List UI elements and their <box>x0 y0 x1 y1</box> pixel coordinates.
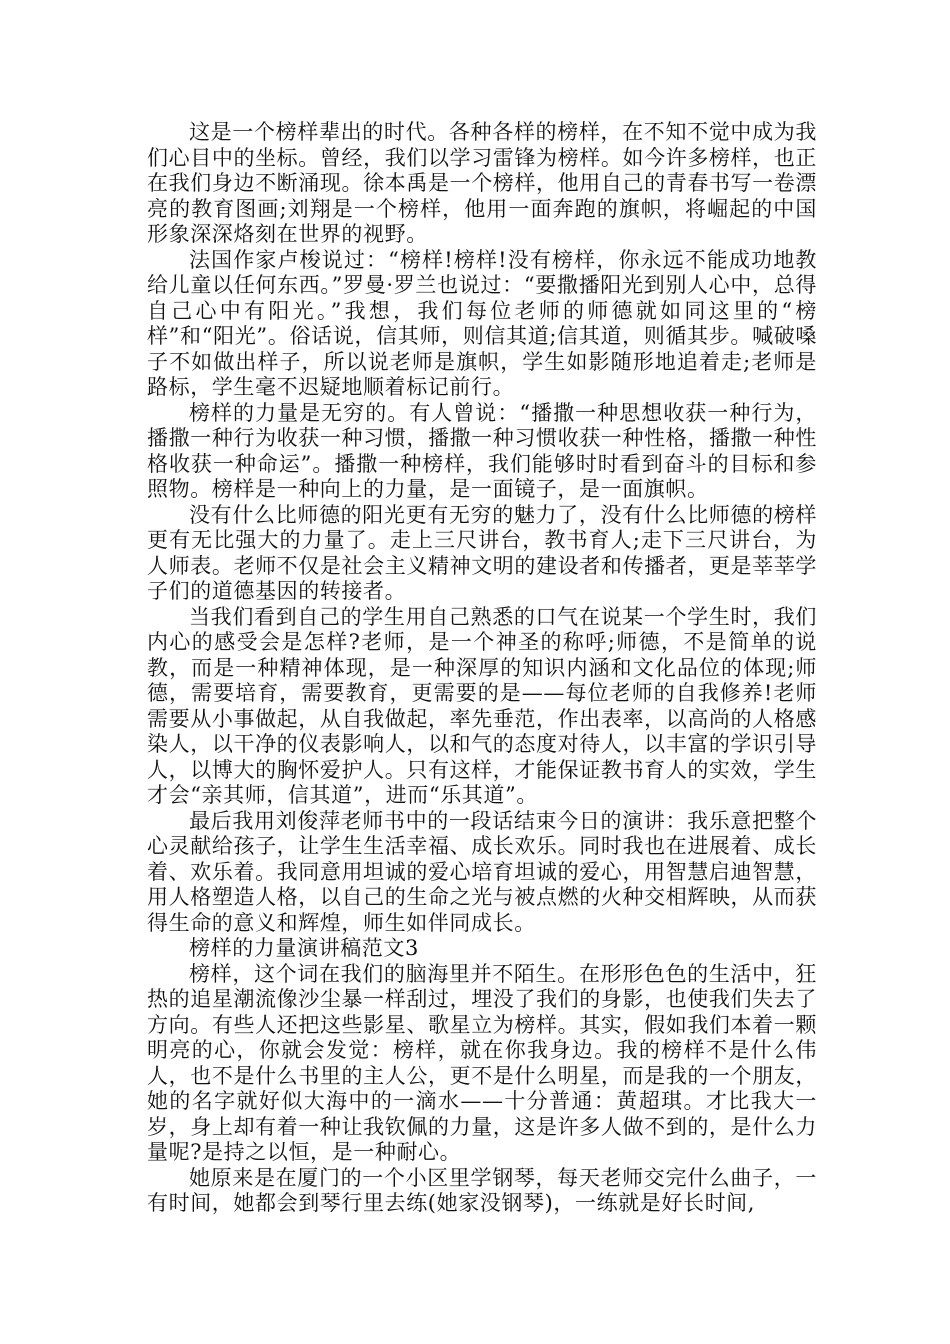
section-heading: 榜样的力量演讲稿范文3 <box>189 936 419 960</box>
paragraph-2: 法国作家卢梭说过：“榜样!榜样!没有榜样，你永远不能成功地教给儿童以任何东西。”罗曼·罗兰也说过：“要撒播阳光到别人心中，总得自己心中有阳光。”我想，我们每位老师的师德就如同这里的“榜样”和“阳光”。俗话说，信其师，则信其道;信其道，则循其步。喊破嗓子不如做出样子，所以说老师是旗帜，学生如影随形地追着走;老师是路标，学生毫不迟疑地顺着标记前行。 <box>147 247 817 399</box>
paragraph-1: 这是一个榜样辈出的时代。各种各样的榜样，在不知不觉中成为我们心目中的坐标。曾经，我们以学习雷锋为榜样。如今许多榜样，也正在我们身边不断涌现。徐本禹是一个榜样，他用自己的青春书写一卷漂亮的教育图画;刘翔是一个榜样，他用一面奔跑的旗帜，将崛起的中国形象深深烙刻在世界的视野。 <box>147 120 817 246</box>
paragraph-6: 最后我用刘俊萍老师书中的一段话结束今日的演讲：我乐意把整个心灵献给孩子，让学生生活幸福、成长欢乐。同时我也在进展着、成长着、欢乐着。我同意用坦诚的爱心培育坦诚的爱心，用智慧启迪智慧，用人格塑造人格，以自己的生命之光与被点燃的火种交相辉映，从而获得生命的意义和辉煌，师生如伴同成长。 <box>147 808 817 935</box>
paragraph-4: 没有什么比师德的阳光更有无穷的魅力了，没有什么比师德的榜样更有无比强大的力量了。走上三尺讲台，教书育人;走下三尺讲台，为人师表。老师不仅是社会主义精神文明的建设者和传播者，更是莘莘学子们的道德基因的转接者。 <box>147 502 817 603</box>
document-body <box>147 120 817 1217</box>
paragraph-8: 她原来是在厦门的一个小区里学钢琴，每天老师交完什么曲子，一有时间，她都会到琴行里去练(她家没钢琴)，一练就是好长时间, <box>147 1165 817 1215</box>
paragraph-3: 榜样的力量是无穷的。有人曾说：“播撒一种思想收获一种行为，播撒一种行为收获一种习惯，播撒一种习惯收获一种性格，播撒一种性格收获一种命运”。播撒一种榜样，我们能够时时看到奋斗的目标和参照物。榜样是一种向上的力量，是一面镜子，是一面旗帜。 <box>147 400 817 501</box>
paragraph-7: 榜样，这个词在我们的脑海里并不陌生。在形形色色的生活中，狂热的追星潮流像沙尘暴一样刮过，埋没了我们的身影，也使我们失去了方向。有些人还把这些影星、歌星立为榜样。其实，假如我们本着一颗明亮的心，你就会发觉：榜样，就在你我身边。我的榜样不是什么伟人，也不是什么书里的主人公，更不是什么明星，而是我的一个朋友，她的名字就好似大海中的一滴水——十分普通：黄超琪。才比我大一岁，身上却有着一种让我钦佩的力量，这是许多人做不到的，是什么力量呢?是持之以恒，是一种耐心。 <box>147 961 817 1164</box>
paragraph-5: 当我们看到自己的学生用自己熟悉的口气在说某一个学生时，我们内心的感受会是怎样?老师，是一个神圣的称呼;师德，不是简单的说教，而是一种精神体现，是一种深厚的知识内涵和文化品位的体现;师德，需要培育，需要教育，更需要的是——每位老师的自我修养!老师需要从小事做起，从自我做起，率先垂范，作出表率，以高尚的人格感染人，以干净的仪表影响人，以和气的态度对待人，以丰富的学识引导人，以博大的胸怀爱护人。只有这样，才能保证教书育人的实效，学生才会“亲其师，信其道”，进而“乐其道”。 <box>147 604 817 807</box>
